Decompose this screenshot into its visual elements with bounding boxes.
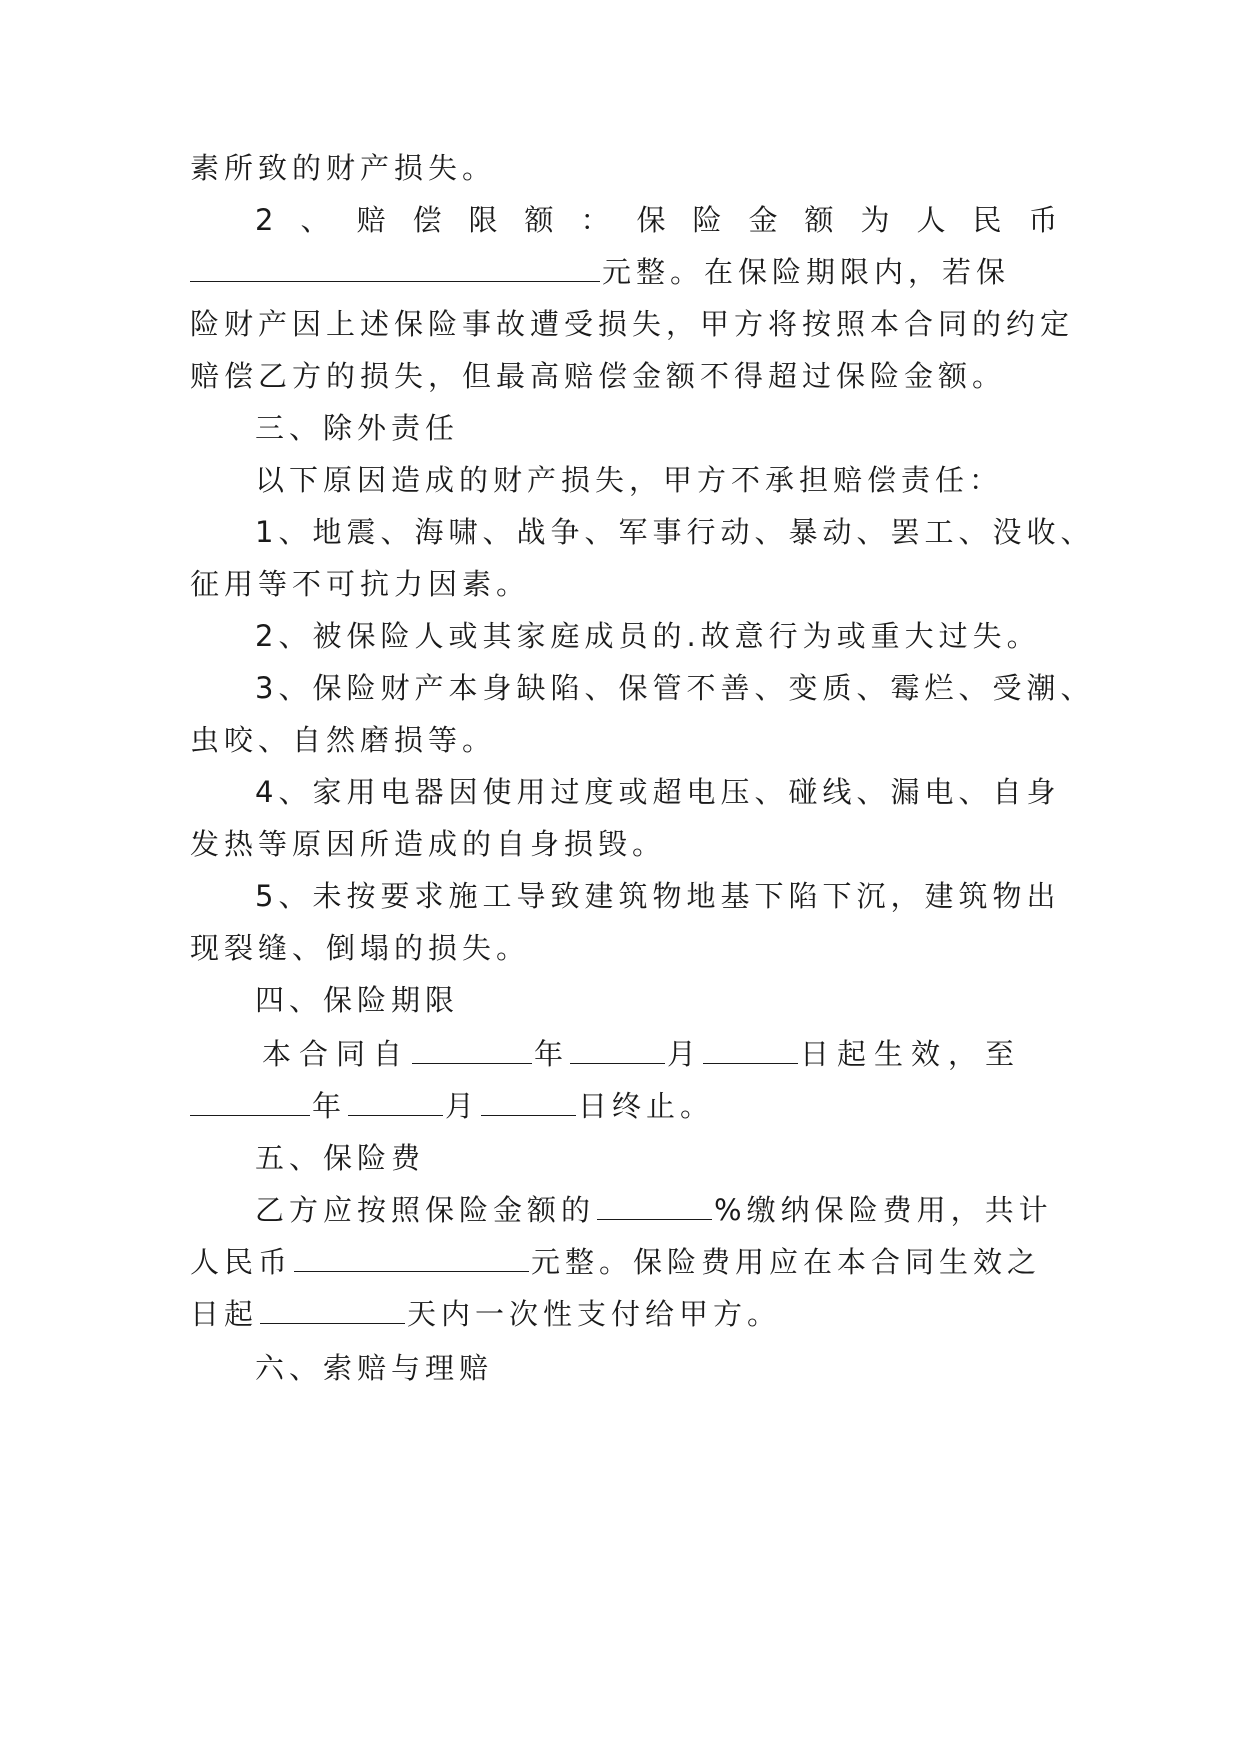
text-segment: 乙方应按照保险金额的: [255, 1193, 596, 1227]
text-line: 虫咬、自然磨损等。: [190, 723, 497, 757]
text-segment: 人民币: [190, 1245, 293, 1279]
text-segment: 元整。在保险期限内，若保: [602, 255, 1011, 289]
list-item: 1、地震、海啸、战争、军事行动、暴动、罢工、没收、: [255, 515, 1095, 549]
compensation-limit-line: [255, 198, 1085, 242]
text-segment: %缴纳保险费用，共计: [714, 1193, 1053, 1227]
text-segment: 本合同自: [262, 1037, 411, 1071]
text-segment: 年: [534, 1037, 569, 1071]
day-blank: [481, 1085, 576, 1116]
compensation-amount-line: [190, 250, 1050, 294]
text-segment: 月: [667, 1037, 702, 1071]
section-heading: 四、保险期限: [255, 983, 460, 1017]
section-heading: 五、保险费: [255, 1141, 426, 1175]
amount-blank: [190, 251, 600, 282]
section-heading: 六、索赔与理赔: [255, 1351, 494, 1385]
term-line-1: [262, 1032, 1050, 1076]
fee-line-3: [190, 1292, 1050, 1336]
text-segment: 年: [312, 1089, 347, 1123]
year-blank: [190, 1085, 310, 1116]
text-line: 险财产因上述保险事故遭受损失，甲方将按照本合同的约定: [190, 307, 1075, 341]
text-line: 现裂缝、倒塌的损失。: [190, 931, 531, 965]
text-line: 以下原因造成的财产损失，甲方不承担赔偿责任：: [255, 463, 1004, 497]
percent-blank: [597, 1189, 712, 1220]
days-blank: [260, 1293, 405, 1324]
list-item: 3、保险财产本身缺陷、保管不善、变质、霉烂、受潮、: [255, 671, 1095, 705]
term-line-2: [190, 1084, 1050, 1128]
fee-line-2: [190, 1240, 1050, 1284]
list-item: 5、未按要求施工导致建筑物地基下陷下沉，建筑物出: [255, 879, 1061, 913]
fee-line-1: [255, 1188, 1053, 1232]
text-segment: 天内一次性支付给甲方。: [407, 1297, 782, 1331]
day-blank: [703, 1033, 798, 1064]
text-segment: 日起: [190, 1297, 259, 1331]
year-blank: [412, 1033, 532, 1064]
text-line: 2、赔偿限额：保险金额为人民币: [255, 203, 1085, 237]
list-item: 2、被保险人或其家庭成员的.故意行为或重大过失。: [255, 619, 1041, 653]
text-line: 征用等不可抗力因素。: [190, 567, 531, 601]
month-blank: [570, 1033, 665, 1064]
text-line: 发热等原因所造成的自身损毁。: [190, 827, 667, 861]
section-heading: 三、除外责任: [255, 411, 460, 445]
text-segment: 日起生效，至: [800, 1037, 1023, 1071]
month-blank: [348, 1085, 443, 1116]
text-segment: 元整。保险费用应在本合同生效之: [531, 1245, 1042, 1279]
text-line: 赔偿乙方的损失，但最高赔偿金额不得超过保险金额。: [190, 359, 1007, 393]
text-segment: 月: [445, 1089, 480, 1123]
fee-amount-blank: [294, 1241, 529, 1272]
list-item: 4、家用电器因使用过度或超电压、碰线、漏电、自身: [255, 775, 1061, 809]
text-line: 素所致的财产损失。: [190, 151, 497, 185]
text-segment: 日终止。: [578, 1089, 715, 1123]
